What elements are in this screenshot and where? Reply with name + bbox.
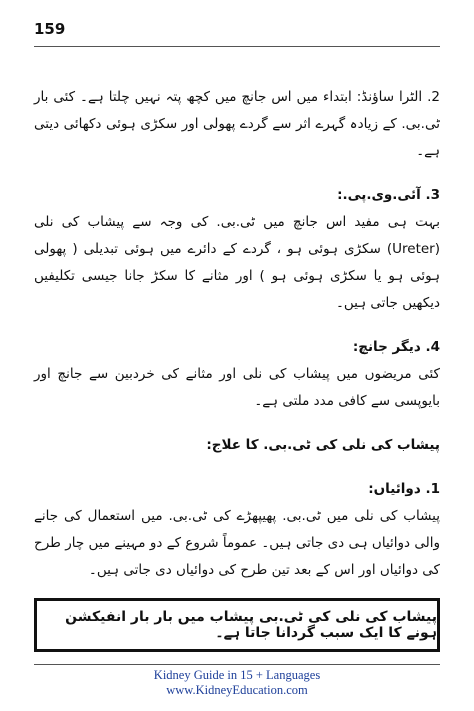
page-content — [34, 84, 440, 601]
section-treatment — [34, 432, 440, 459]
footer-website: www.KidneyEducation.com — [166, 683, 308, 697]
medicines-paragraph: پیشاب کی نلی میں ٹی.بی. پھیپھڑے کی ٹی.بی. میں استعمال کی جانے والی دوائیاں ہی دی جاتی ہیں۔ عموماً شروع کے دو مہینے میں چار طرح کی دوائیاں اور اس کے بعد تین طرح کی دوائیاں دی جاتی ہیں۔ — [34, 508, 440, 578]
section-medicines — [34, 476, 440, 584]
footer-divider — [34, 664, 440, 665]
highlight-note-box — [34, 598, 440, 652]
other-tests-paragraph: کئی مریضوں میں پیشاب کی نلی اور مثانے کی خردبین سے جانچ اور بایوپسی سے کافی مدد ملتی ہے۔ — [34, 366, 440, 409]
footer-title: Kidney Guide in 15 + Languages — [153, 668, 321, 682]
section-ivp — [34, 182, 440, 317]
other-tests-heading: 4. دیگر جانچ: — [352, 339, 440, 355]
ivp-heading: 3. آئی.وی.پی.: — [337, 187, 440, 203]
section-other-tests — [34, 334, 440, 415]
section-ultrasound — [34, 84, 440, 165]
header-divider — [34, 46, 440, 47]
ultrasound-paragraph: 2. الٹرا ساؤنڈ: ابتداء میں اس جانچ میں کچھ پتہ نہیں چلتا ہے۔ کئی بار ٹی.بی. کے زیادہ گہرے اثر سے گردے پھولی اور سکڑی ہوئی دکھائی دیتی ہے۔ — [34, 89, 440, 159]
highlight-note-text: پیشاب کی نلی کی ٹی.بی پیشاب میں بار بار انفیکشن ہونے کا ایک سبب گردانا جاتا ہے۔ — [65, 609, 437, 641]
ivp-paragraph: بہت ہی مفید اس جانچ میں ٹی.بی. کی وجہ سے پیشاب کی نلی (Ureter) سکڑی ہوئی ہو ، گردے کے دائرے میں ہوئی تبدیلی ( پھولی ہوئی ہو یا سکڑی ہوئی ہو ) اور مثانے کا سکڑ جانا جیسی تکلیفیں دیکھیں جاتی ہیں۔ — [34, 214, 440, 311]
medicines-heading: 1. دوائیاں: — [368, 481, 440, 497]
page-number: 159 — [34, 20, 66, 38]
treatment-heading: پیشاب کی نلی کی ٹی.بی. کا علاج: — [206, 437, 440, 453]
page-footer — [0, 668, 474, 698]
